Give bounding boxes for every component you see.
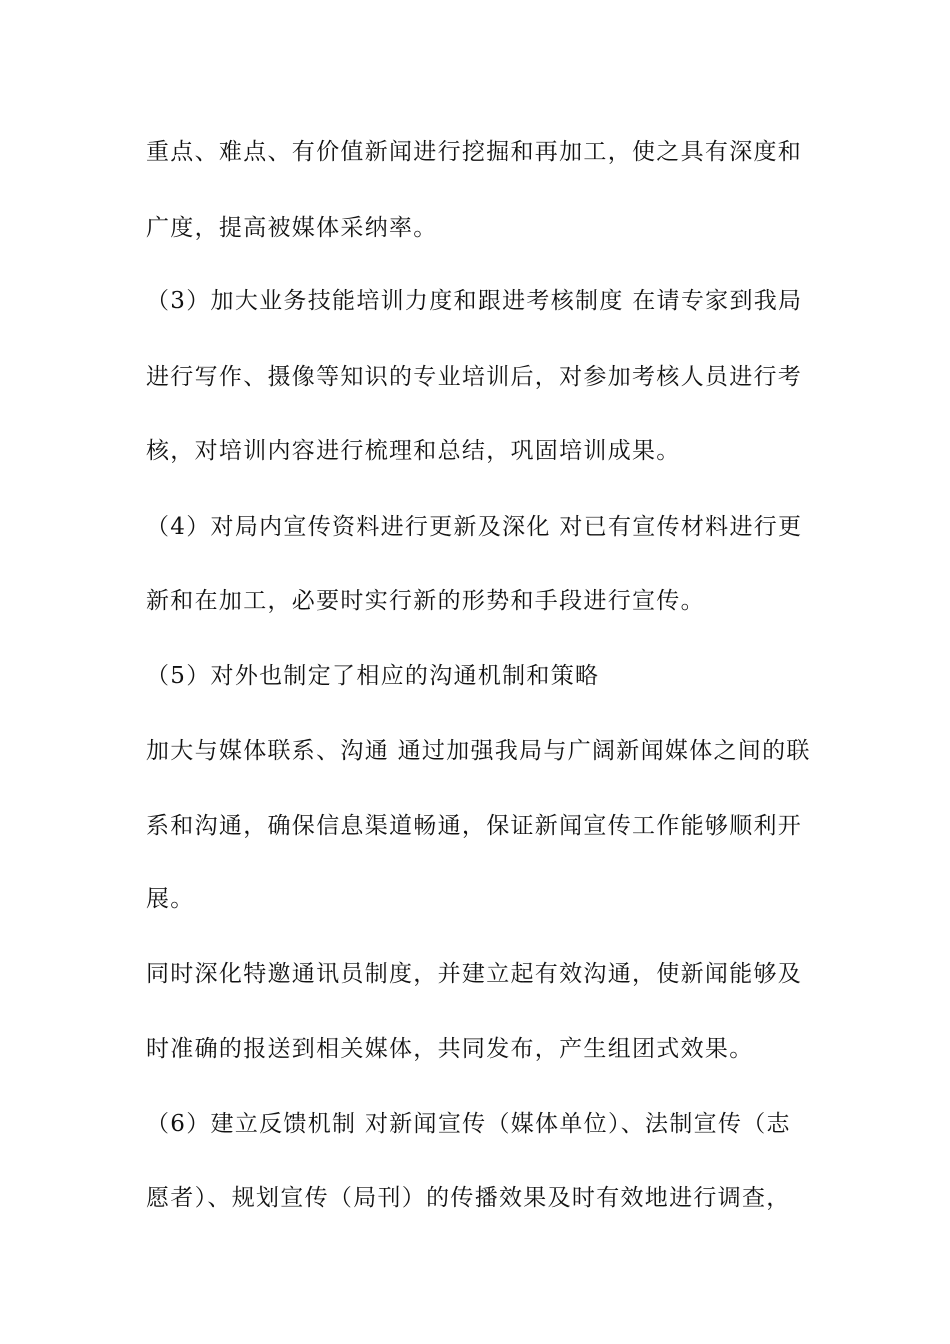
text-line: （4）对局内宣传资料进行更新及深化 对已有宣传材料进行更 <box>146 514 803 540</box>
text-line: 系和沟通，确保信息渠道畅通，保证新闻宣传工作能够顺利开 <box>146 813 803 839</box>
text-line: 重点、难点、有价值新闻进行挖掘和再加工，使之具有深度和 <box>146 139 803 165</box>
text-line: 新和在加工，必要时实行新的形势和手段进行宣传。 <box>146 588 705 614</box>
text-line: 同时深化特邀通讯员制度，并建立起有效沟通，使新闻能够及 <box>146 961 803 987</box>
text-line: 进行写作、摄像等知识的专业培训后，对参加考核人员进行考 <box>146 364 803 390</box>
text-line: 愿者）、规划宣传（局刊）的传播效果及时有效地进行调查， <box>146 1185 791 1211</box>
text-line: 加大与媒体联系、沟通 通过加强我局与广阔新闻媒体之间的联 <box>146 738 811 764</box>
text-line: 展。 <box>146 886 195 912</box>
text-line: 核，对培训内容进行梳理和总结，巩固培训成果。 <box>146 438 681 464</box>
text-line: 广度，提高被媒体采纳率。 <box>146 215 438 241</box>
text-line: （5）对外也制定了相应的沟通机制和策略 <box>146 663 600 689</box>
text-line: 时准确的报送到相关媒体，共同发布，产生组团式效果。 <box>146 1036 754 1062</box>
text-line: （3）加大业务技能培训力度和跟进考核制度 在请专家到我局 <box>146 288 803 314</box>
text-line: （6）建立反馈机制 对新闻宣传（媒体单位）、法制宣传（志 <box>146 1111 791 1137</box>
